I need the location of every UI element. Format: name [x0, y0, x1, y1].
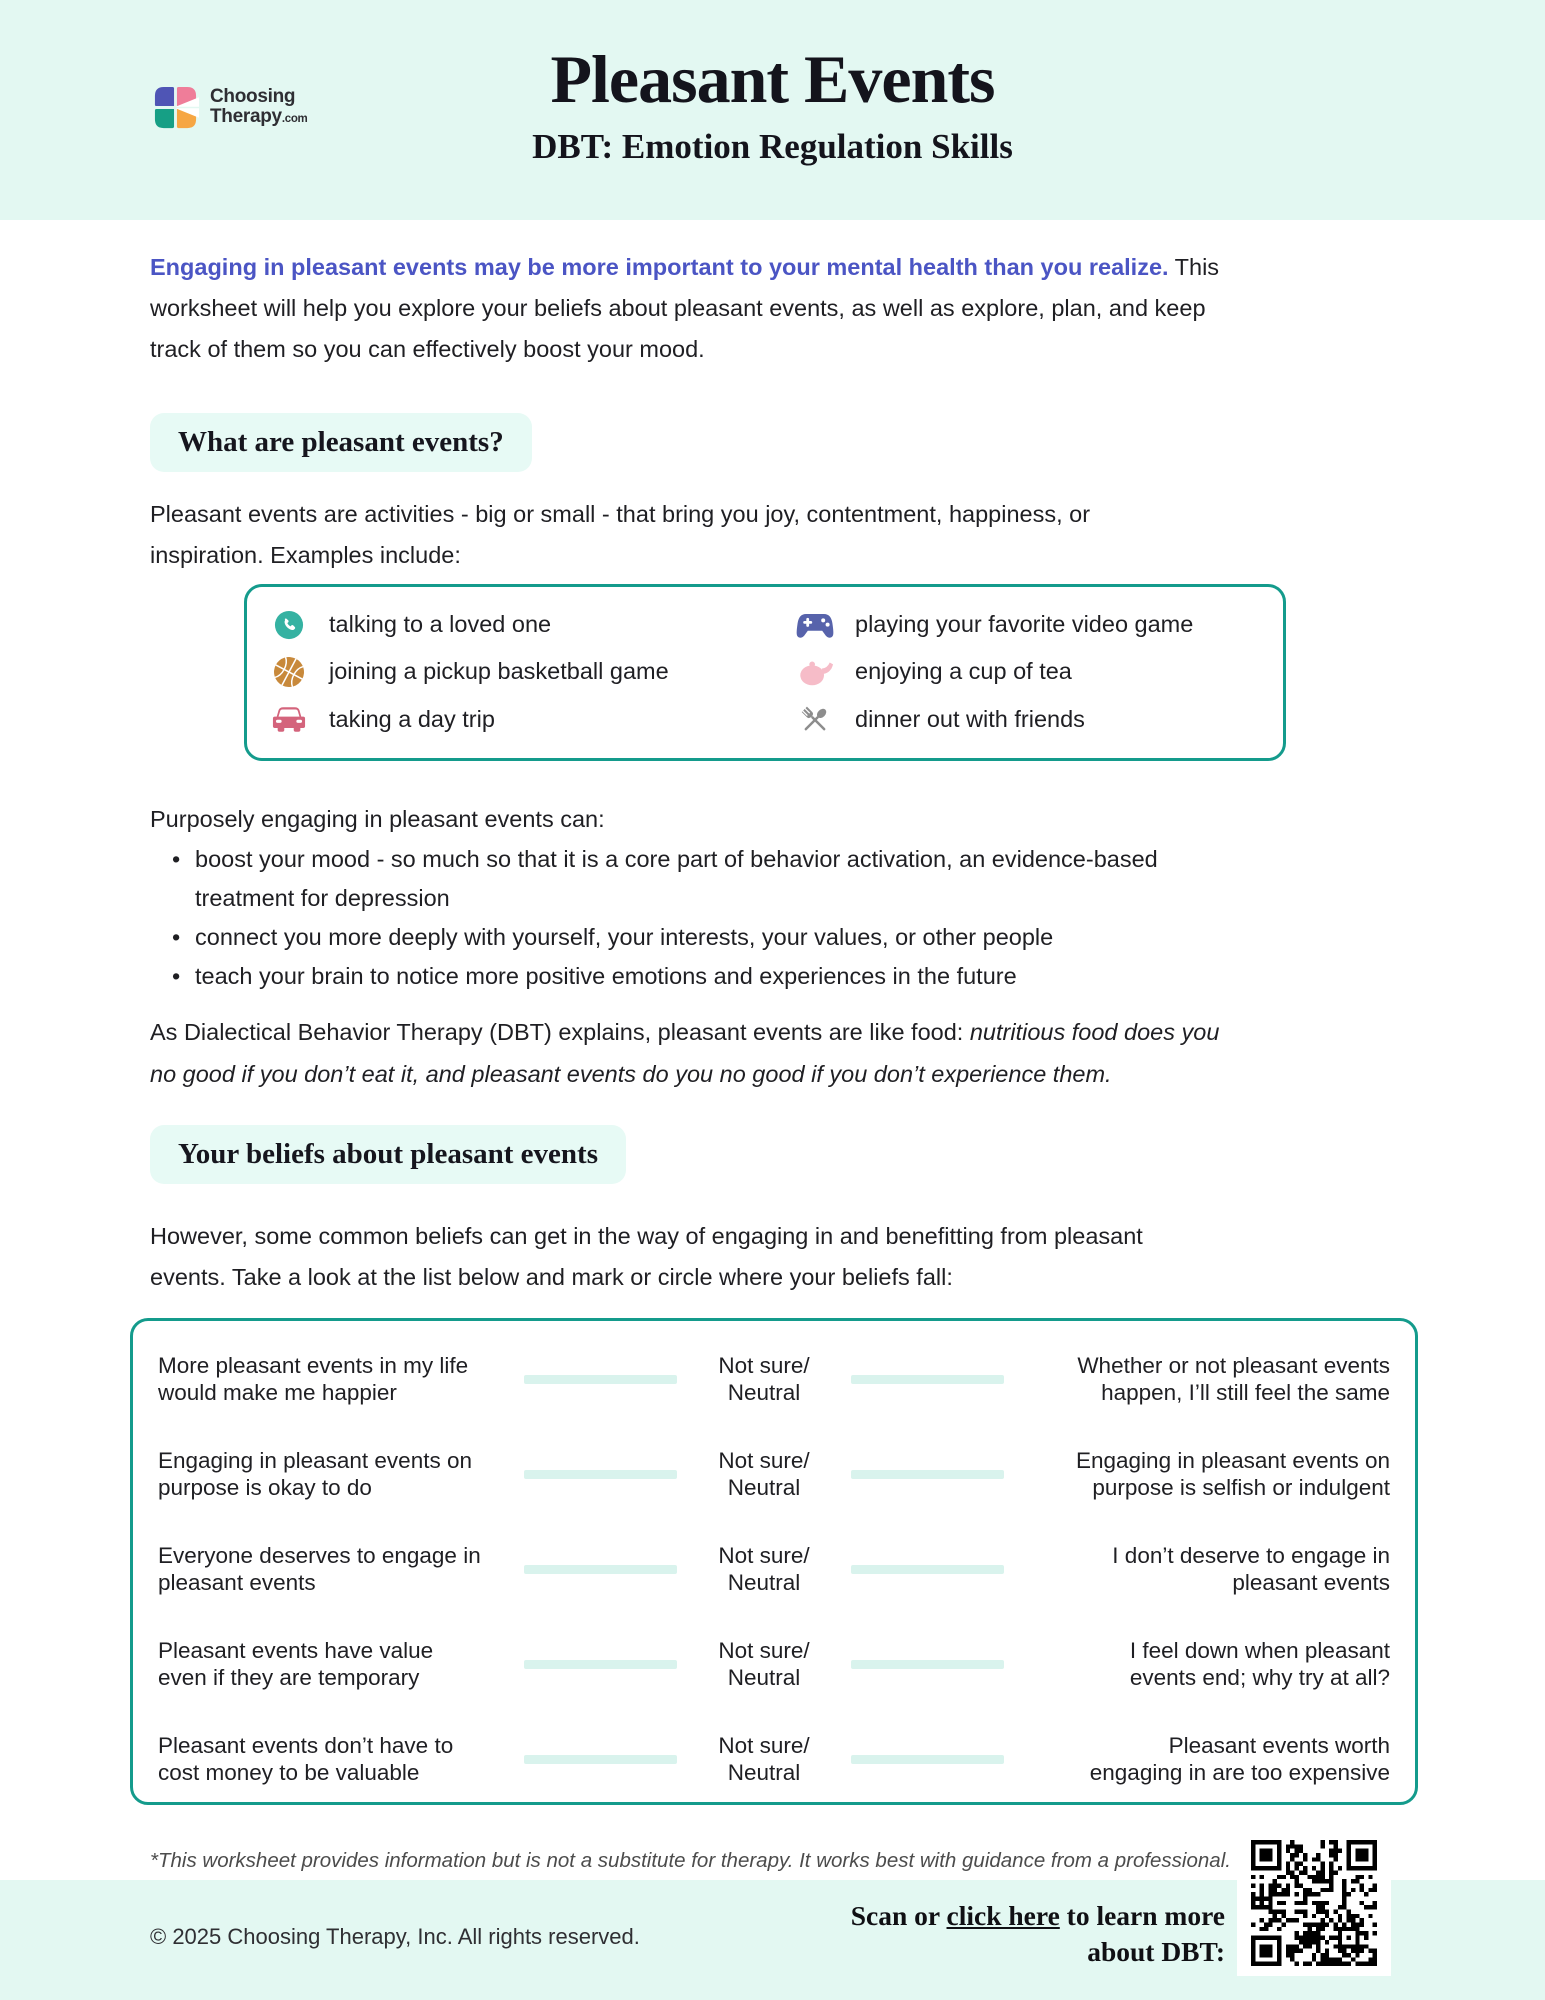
belief-scale-blank[interactable]	[851, 1565, 1004, 1574]
bullet-item: • boost your mood - so much so that it is a core part of behavior activation, an evidence-based treatment for depression	[150, 840, 1158, 918]
belief-scale-blank[interactable]	[524, 1470, 677, 1479]
example-label: dinner out with friends	[855, 706, 1085, 732]
example-item	[795, 656, 1283, 688]
qr-code	[1237, 1830, 1391, 1976]
belief-scale-blank[interactable]	[524, 1755, 677, 1764]
intro-line2: worksheet will help you explore your beliefs about pleasant events, as well as explore, plan, and keep	[150, 295, 1206, 321]
belief-center-label: Not sure/ Neutral	[718, 1543, 810, 1595]
purposely-heading: Purposely engaging in pleasant events can:	[150, 806, 605, 832]
logo-word-2: Therapy.com	[210, 105, 308, 127]
copyright-text: © 2025 Choosing Therapy, Inc. All rights reserved.	[150, 1924, 640, 1949]
beliefs-table	[130, 1318, 1418, 1805]
example-item	[795, 704, 1283, 736]
qr-code-image	[1251, 1840, 1377, 1966]
belief-center-label: Not sure/ Neutral	[718, 1638, 810, 1690]
belief-row	[158, 1732, 1390, 1786]
belief-scale-blank[interactable]	[851, 1660, 1004, 1669]
belief-left-statement: Pleasant events have value even if they are temporary	[158, 1638, 434, 1690]
belief-left-statement: Engaging in pleasant events on purpose is okay to do	[158, 1448, 472, 1500]
phone-icon	[269, 610, 309, 640]
belief-center-label: Not sure/ Neutral	[718, 1353, 810, 1405]
utensils-icon	[795, 704, 835, 736]
belief-right-statement: Pleasant events worth engaging in are too expensive	[1089, 1733, 1390, 1785]
intro-paragraph	[150, 247, 1219, 370]
belief-right-statement: Whether or not pleasant events happen, I’ll still feel the same	[1077, 1353, 1390, 1405]
header-band	[0, 0, 1545, 220]
beliefs-intro-paragraph: However, some common beliefs can get in the way of engaging in and benefitting from pleasant events. Take a look at the list below and mark or circle where your beliefs fall:	[150, 1223, 1143, 1290]
intro-line3: track of them so you can effectively boost your mood.	[150, 336, 705, 362]
section-heading-your-beliefs: Your beliefs about pleasant events	[150, 1125, 626, 1184]
car-icon	[269, 705, 309, 734]
belief-scale-blank[interactable]	[851, 1470, 1004, 1479]
game-controller-icon	[795, 611, 835, 639]
logo-suffix: .com	[281, 112, 308, 125]
pleasant-events-examples-box	[244, 584, 1286, 761]
belief-left-statement: Everyone deserves to engage in pleasant events	[158, 1543, 481, 1595]
intro-highlight: Engaging in pleasant events may be more important to your mental health than you realize.	[150, 254, 1169, 280]
example-item	[269, 610, 795, 640]
example-label: enjoying a cup of tea	[855, 658, 1072, 684]
basketball-icon	[269, 656, 309, 688]
disclaimer-note: *This worksheet provides information but is not a substitute for therapy. It works best with guidance from a professional.	[150, 1849, 1231, 1872]
bullet-item: • connect you more deeply with yourself, your interests, your values, or other people	[150, 918, 1158, 957]
examples-intro-paragraph: Pleasant events are activities - big or small - that bring you joy, contentment, happiness, or inspiration. Examples include:	[150, 501, 1091, 568]
belief-left-statement: More pleasant events in my life would make me happier	[158, 1353, 469, 1405]
belief-scale-blank[interactable]	[524, 1375, 677, 1384]
belief-right-statement: Engaging in pleasant events on purpose is selfish or indulgent	[1076, 1448, 1390, 1500]
belief-left-statement: Pleasant events don’t have to cost money to be valuable	[158, 1733, 454, 1785]
belief-right-statement: I feel down when pleasant events end; why try at all?	[1129, 1638, 1390, 1690]
belief-right-statement: I don’t deserve to engage in pleasant events	[1112, 1543, 1390, 1595]
example-item	[269, 704, 795, 736]
example-label: joining a pickup basketball game	[329, 658, 669, 684]
belief-scale-blank[interactable]	[851, 1755, 1004, 1764]
belief-row	[158, 1352, 1390, 1406]
example-label: taking a day trip	[329, 706, 495, 732]
dbt-explanation-paragraph: As Dialectical Behavior Therapy (DBT) explains, pleasant events are like food: nutritious food does you no good if you don’t eat it, and pleasant events do you no good if you don’t experience them.	[150, 1019, 1220, 1087]
example-label: playing your favorite video game	[855, 611, 1194, 637]
belief-row	[158, 1542, 1390, 1596]
benefits-bullet-list	[150, 840, 1158, 996]
teapot-icon	[795, 656, 835, 687]
belief-row	[158, 1447, 1390, 1501]
click-here-link[interactable]: click here	[946, 1900, 1060, 1931]
example-label: talking to a loved one	[329, 611, 552, 637]
bullet-item: • teach your brain to notice more positive emotions and experiences in the future	[150, 957, 1158, 996]
belief-center-label: Not sure/ Neutral	[718, 1733, 810, 1785]
section-heading-what-are-pleasant-events: What are pleasant events?	[150, 413, 532, 472]
belief-scale-blank[interactable]	[524, 1660, 677, 1669]
belief-scale-blank[interactable]	[524, 1565, 677, 1574]
intro-line1-rest: This	[1168, 254, 1220, 280]
page-title: Pleasant Events	[550, 41, 995, 117]
belief-center-label: Not sure/ Neutral	[718, 1448, 810, 1500]
scan-instruction: Scan or click here to learn more about DBT:	[850, 1900, 1225, 1967]
logo-word-1: Choosing	[210, 85, 296, 107]
example-item	[269, 656, 795, 688]
page-subtitle: DBT: Emotion Regulation Skills	[532, 127, 1013, 166]
belief-row	[158, 1637, 1390, 1691]
example-item	[795, 610, 1283, 640]
belief-scale-blank[interactable]	[851, 1375, 1004, 1384]
